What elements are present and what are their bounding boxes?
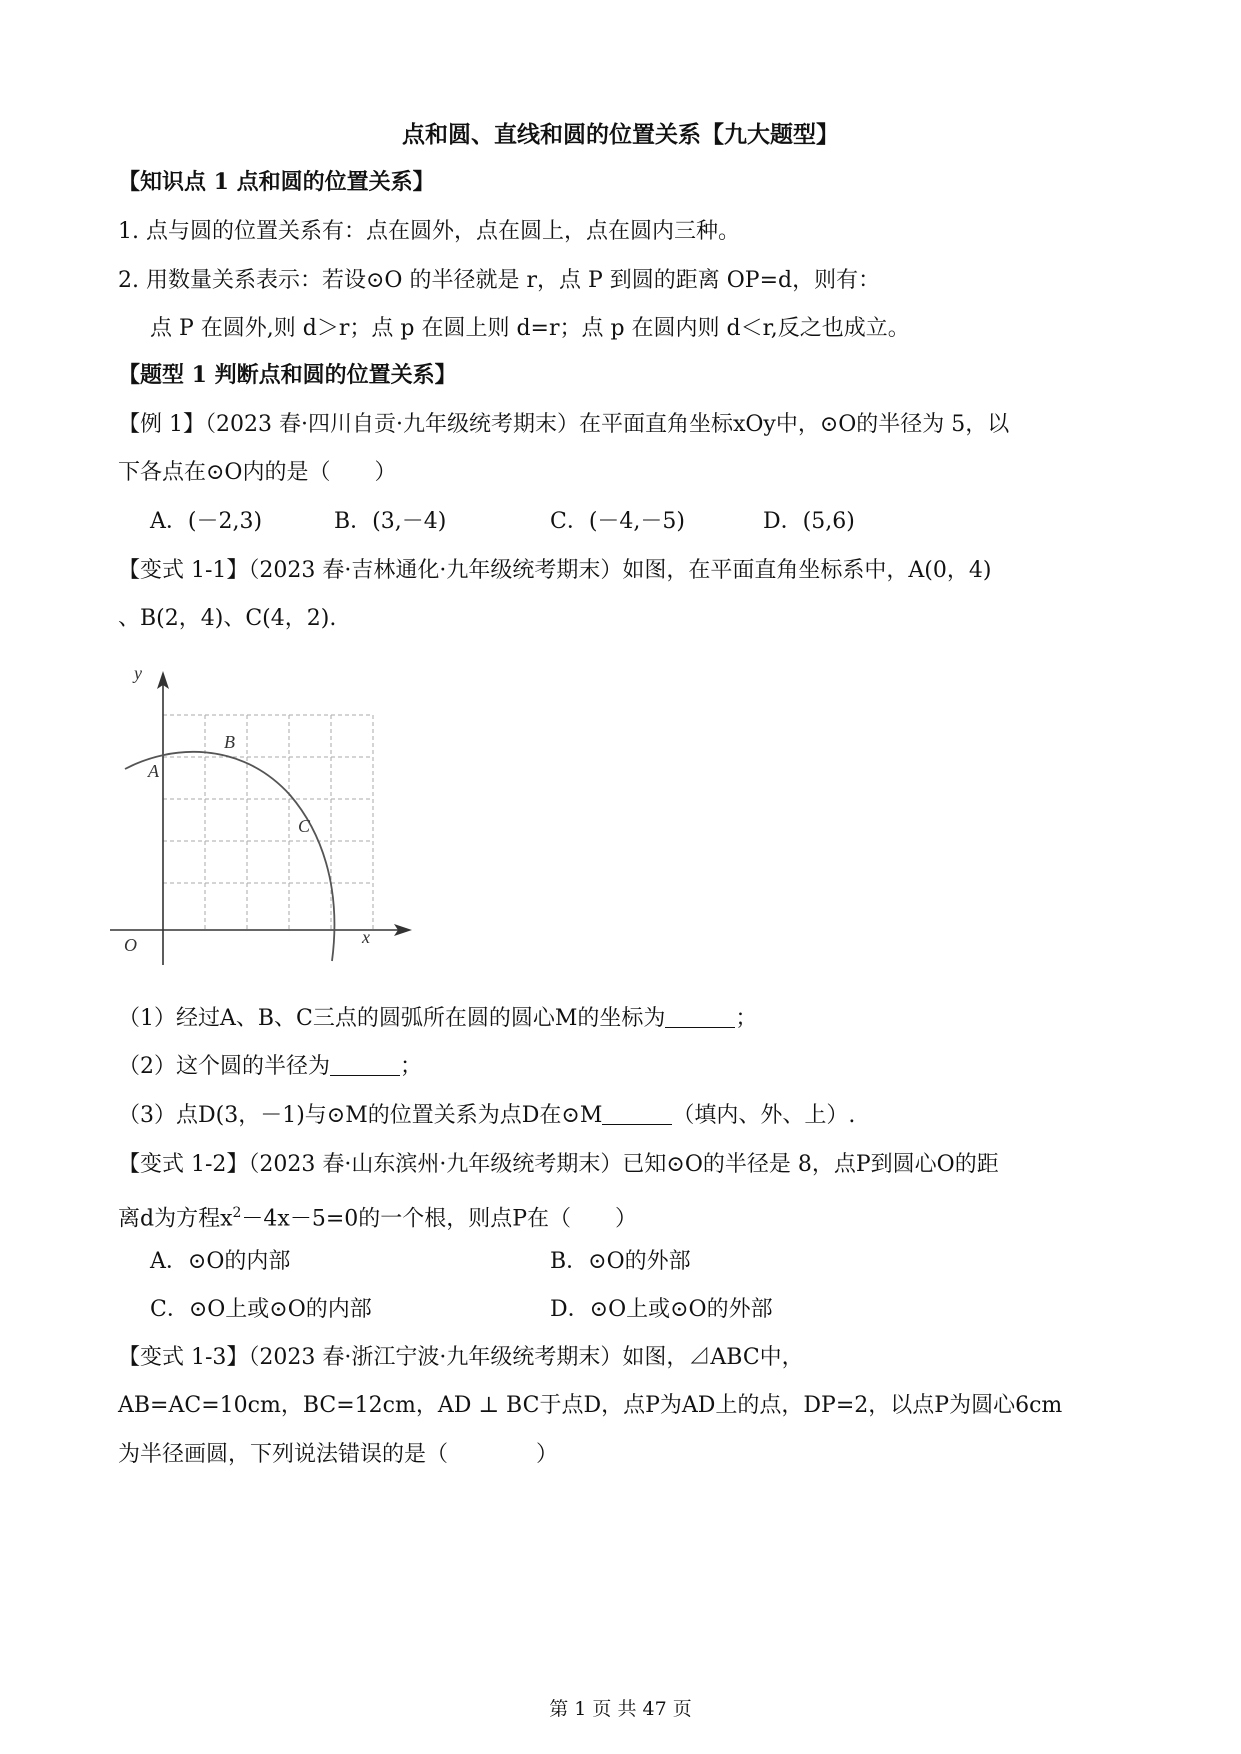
example1-line1: 【例 1】（2023 春·四川自贡·九年级统考期末）在平面直角坐标xOy中，⊙O的半径为 5，以 [118, 412, 1010, 437]
example1-option-d: D．(5,6) [763, 509, 855, 534]
answer-blank [330, 1053, 400, 1076]
variant11-q2 [118, 1052, 422, 1082]
page-title: 点和圆、直线和圆的位置关系【九大题型】 [402, 121, 839, 148]
type1-heading: 【题型 1 判断点和圆的位置关系】 [118, 362, 457, 388]
page-footer: 第 1 页 共 47 页 [549, 1698, 692, 1720]
exponent: 2 [232, 1205, 242, 1221]
variant12-line1: 【变式 1-2】（2023 春·山东滨州·九年级统考期末）已知⊙O的半径是 8，点P到圆心O的距 [118, 1152, 999, 1177]
variant11-line1: 【变式 1-1】（2023 春·吉林通化·九年级统考期末）如图，在平面直角坐标系中，A(0，4) [118, 558, 992, 583]
variant11-q1-end: ； [735, 1006, 758, 1031]
variant11-q1-text: （1）经过A、B、C三点的圆弧所在圆的圆心M的坐标为 [118, 1006, 666, 1031]
variant11-q2-text: （2）这个圆的半径为 [118, 1054, 330, 1079]
knowledge-p2: 2. 用数量关系表示：若设⊙O 的半径就是 r，点 P 到圆的距离 OP=d，则有： [118, 268, 881, 293]
knowledge-p1: 1. 点与圆的位置关系有：点在圆外，点在圆上，点在圆内三种。 [118, 219, 740, 244]
x-axis-label: x [362, 927, 370, 947]
point-b-label: B [224, 732, 235, 752]
point-a-label: A [148, 761, 159, 781]
origin-label: O [124, 935, 137, 955]
example1-option-c: C．(－4,－5) [550, 509, 685, 534]
variant11-q2-end: ； [400, 1054, 423, 1079]
variant11-q1 [118, 1004, 757, 1034]
variant11-line2: 、B(2，4)、C(4，2). [118, 606, 337, 631]
answer-blank [665, 1005, 735, 1028]
variant12-line2-a: 离d为方程x [118, 1206, 233, 1232]
variant13-line3: 为半径画圆，下列说法错误的是（ ） [118, 1442, 559, 1467]
variant12-option-b: B．⊙O的外部 [550, 1249, 691, 1274]
variant12-line2-b: －4x－5=0的一个根，则点P在（ ） [241, 1206, 638, 1232]
variant11-q3-text: （3）点D(3，－1)与⊙M的位置关系为点D在⊙M [118, 1103, 603, 1128]
variant12-option-c: C．⊙O上或⊙O的内部 [150, 1297, 372, 1322]
variant13-line2: AB=AC=10cm，BC=12cm，AD ⊥ BC于点D，点P为AD上的点，DP=2，以点P为圆心6cm [118, 1393, 1063, 1418]
variant11-q3-end: （填内、外、上）. [672, 1103, 856, 1128]
variant11-q3 [118, 1101, 855, 1131]
grid-lines [163, 715, 373, 930]
y-axis-label: y [134, 665, 142, 683]
variant12-option-d: D．⊙O上或⊙O的外部 [550, 1297, 773, 1322]
variant12-option-a: A．⊙O的内部 [150, 1249, 291, 1274]
variant13-line1: 【变式 1-3】（2023 春·浙江宁波·九年级统考期末）如图，⊿ABC中， [118, 1345, 804, 1370]
coordinate-figure [110, 665, 430, 965]
knowledge-heading: 【知识点 1 点和圆的位置关系】 [118, 169, 435, 195]
example1-option-a: A．(－2,3) [150, 509, 263, 534]
answer-blank [602, 1102, 672, 1125]
point-c-label: C [298, 816, 311, 836]
example1-line2: 下各点在⊙O内的是（ ） [118, 460, 397, 485]
example1-option-b: B．(3,－4) [334, 509, 447, 534]
variant12-line2 [118, 1198, 637, 1234]
knowledge-p3: 点 P 在圆外,则 d＞r；点 p 在圆上则 d=r；点 p 在圆内则 d＜r,反之也成立。 [150, 316, 910, 341]
